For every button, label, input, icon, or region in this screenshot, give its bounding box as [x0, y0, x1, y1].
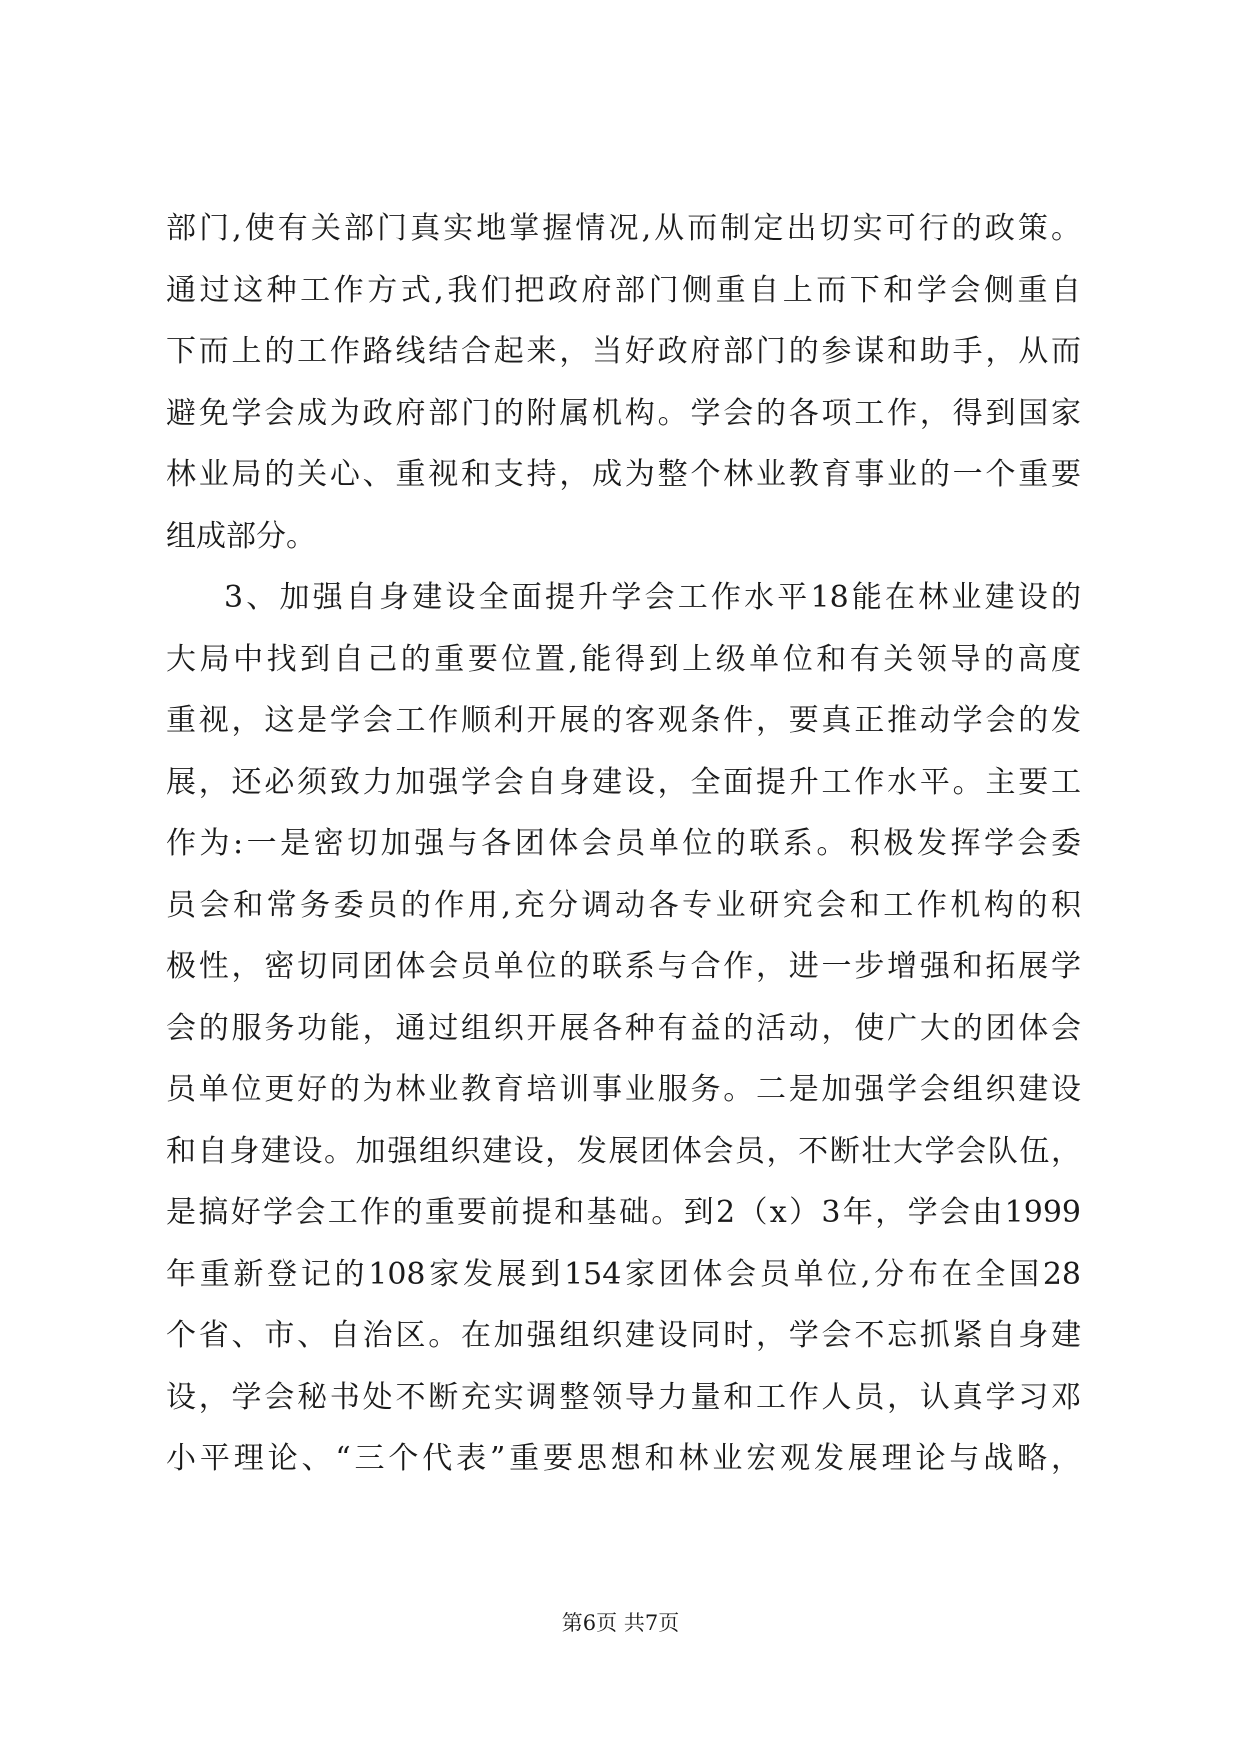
text-line: 员会和常务委员的作用,充分调动各专业研究会和工作机构的积 [166, 887, 1081, 923]
text-line: 下而上的工作路线结合起来，当好政府部门的参谋和助手，从而 [166, 334, 1081, 369]
text-line: 是搞好学会工作的重要前提和基础。到2（x）3年，学会由1999 [166, 1195, 1081, 1230]
text-line: 设，学会秘书处不断充实调整领导力量和工作人员，认真学习邓 [166, 1379, 1081, 1415]
text-line: 作为:一是密切加强与各团体会员单位的联系。积极发挥学会委 [166, 826, 1081, 861]
text-line: 大局中找到自己的重要位置,能得到上级单位和有关领导的高度 [166, 641, 1081, 677]
text-line: 员单位更好的为林业教育培训事业服务。二是加强学会组织建设 [166, 1072, 1081, 1107]
text-line: 和自身建设。加强组织建设，发展团体会员，不断壮大学会队伍， [166, 1133, 1081, 1169]
text-line: 避免学会成为政府部门的附属机构。学会的各项工作，得到国家 [166, 395, 1081, 431]
text-line: 通过这种工作方式,我们把政府部门侧重自上而下和学会侧重自 [166, 272, 1081, 308]
text-line: 组成部分。 [166, 518, 316, 554]
page-number-label: 第6页 共7页 [561, 1611, 680, 1635]
text-line: 个省、市、自治区。在加强组织建设同时，学会不忘抓紧自身建 [166, 1318, 1081, 1353]
text-line: 重视，这是学会工作顺利开展的客观条件，要真正推动学会的发 [166, 703, 1081, 738]
text-line: 会的服务功能，通过组织开展各种有益的活动，使广大的团体会 [166, 1010, 1081, 1046]
text-line: 小平理论、“三个代表”重要思想和林业宏观发展理论与战略， [166, 1441, 1081, 1476]
text-line: 3、加强自身建设全面提升学会工作水平18能在林业建设的 [224, 580, 1081, 615]
text-line: 年重新登记的108家发展到154家团体会员单位,分布在全国28 [166, 1256, 1081, 1292]
page-footer [0, 1608, 1241, 1638]
text-line: 展，还必须致力加强学会自身建设，全面提升工作水平。主要工 [166, 764, 1081, 800]
text-line: 极性，密切同团体会员单位的联系与合作，进一步增强和拓展学 [166, 949, 1081, 984]
text-line: 林业局的关心、重视和支持，成为整个林业教育事业的一个重要 [166, 457, 1081, 492]
text-line: 部门,使有关部门真实地掌握情况,从而制定出切实可行的政策。 [166, 211, 1081, 246]
body-text [166, 198, 1081, 1490]
